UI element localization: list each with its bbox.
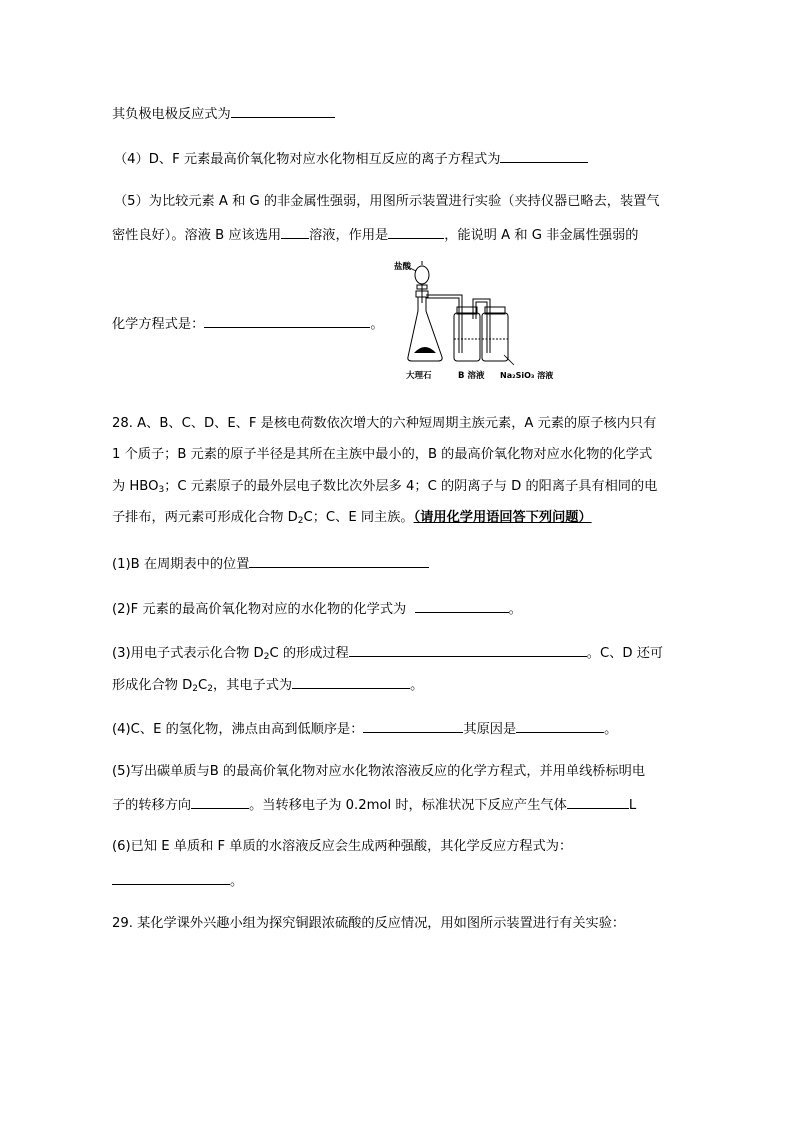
wash-bottle-sodium-silicate [482,307,508,361]
answer-blank[interactable] [388,224,444,239]
apparatus-figure [382,255,554,385]
answer-blank[interactable] [249,553,429,568]
q28-stem-line4: 子排布，两元素可形成化合物 $D_2C$；C、E 同主族。（请用化学用语回答下列问题） [112,510,592,526]
q28-sub5-line1: (5)写出碳单质与B 的最高价氧化物对应水化物浓溶液反应的化学方程式，并用单线桥标明电 [112,764,646,779]
q28-sub2: (2)F 元素的最高价氧化物对应的水化物的化学式为 。 [112,598,522,619]
q28-sub3-line1: (3)用电子式表示化合物 $D_2C$ 的形成过程 。C、D 还可 [112,642,663,663]
q28-stem-line1: 28. A、B、C、D、E、F 是核电荷数依次增大的六种短周期主族元素，A 元素的原子核内只有 [112,416,657,431]
label-solution-b: B 溶液 [458,371,485,381]
q28-stem-line2: 1 个质子；B 元素的原子半径是其所在主族中最小的，B 的最高价氧化物对应水化物的化学式 [112,447,653,462]
q27-negative-electrode-line: 其负极电极反应式为 [112,103,335,124]
label-hydrochloric-acid: 盐酸 [394,262,412,272]
answer-blank[interactable] [567,794,629,809]
q27-part5-line3: 化学方程式是： 。 [112,313,384,334]
answer-blank[interactable] [191,794,249,809]
q28-sub4: (4)C、E 的氢化物，沸点由高到低顺序是： 其原因是 。 [112,718,617,739]
answer-blank[interactable] [281,224,309,239]
answer-blank[interactable] [500,148,588,163]
q28-sub5-line2: 子的转移方向 。当转移电子为 0.2mol 时，标准状况下反应产生气体 L [112,794,636,815]
answer-blank[interactable] [516,718,604,733]
answer-blank[interactable] [112,870,230,885]
answer-blank[interactable] [292,674,410,689]
q28-sub6: (6)已知 E 单质和 F 单质的水溶液反应会生成两种强酸，其化学反应方程式为： [112,839,573,854]
answer-blank[interactable] [415,598,509,613]
label-sodium-silicate: Na₂SiO₃ 溶液 [500,371,554,380]
instruction-note: （请用化学用语回答下列问题） [413,510,592,525]
answer-blank[interactable] [363,718,463,733]
q29-stem: 29. 某化学课外兴趣小组为探究铜跟浓硫酸的反应情况，用如图所示装置进行有关实验： [112,916,626,931]
q27-part5-line2: 密性良好）。溶液 B 应该选用 溶液，作用是 ，能说明 A 和 G 非金属性强弱的 [112,224,638,245]
q28-sub1: (1)B 在周期表中的位置 [112,553,429,574]
q28-sub6-answer: 。 [112,870,243,891]
answer-blank[interactable] [231,103,335,118]
q28-stem-line3: 为 $HBO_3$；C 元素原子的最外层电子数比次外层多 4；C 的阴离子与 D 的阳离子具有相同的电 [112,479,658,495]
q27-part5-line1: （5）为比较元素 A 和 G 的非金属性强弱，用图所示装置进行实验（夹持仪器已略去，装置气 [114,194,660,209]
q27-part4: （4）D、F 元素最高价氧化物对应水化物相互反应的离子方程式为 [114,148,588,169]
marble-pieces [414,347,436,353]
answer-blank[interactable] [349,642,587,657]
answer-blank[interactable] [204,313,370,328]
q28-sub3-line2: 形成化合物 $D_2C_2$，其电子式为 。 [112,674,423,695]
label-marble: 大理石 [406,371,432,381]
